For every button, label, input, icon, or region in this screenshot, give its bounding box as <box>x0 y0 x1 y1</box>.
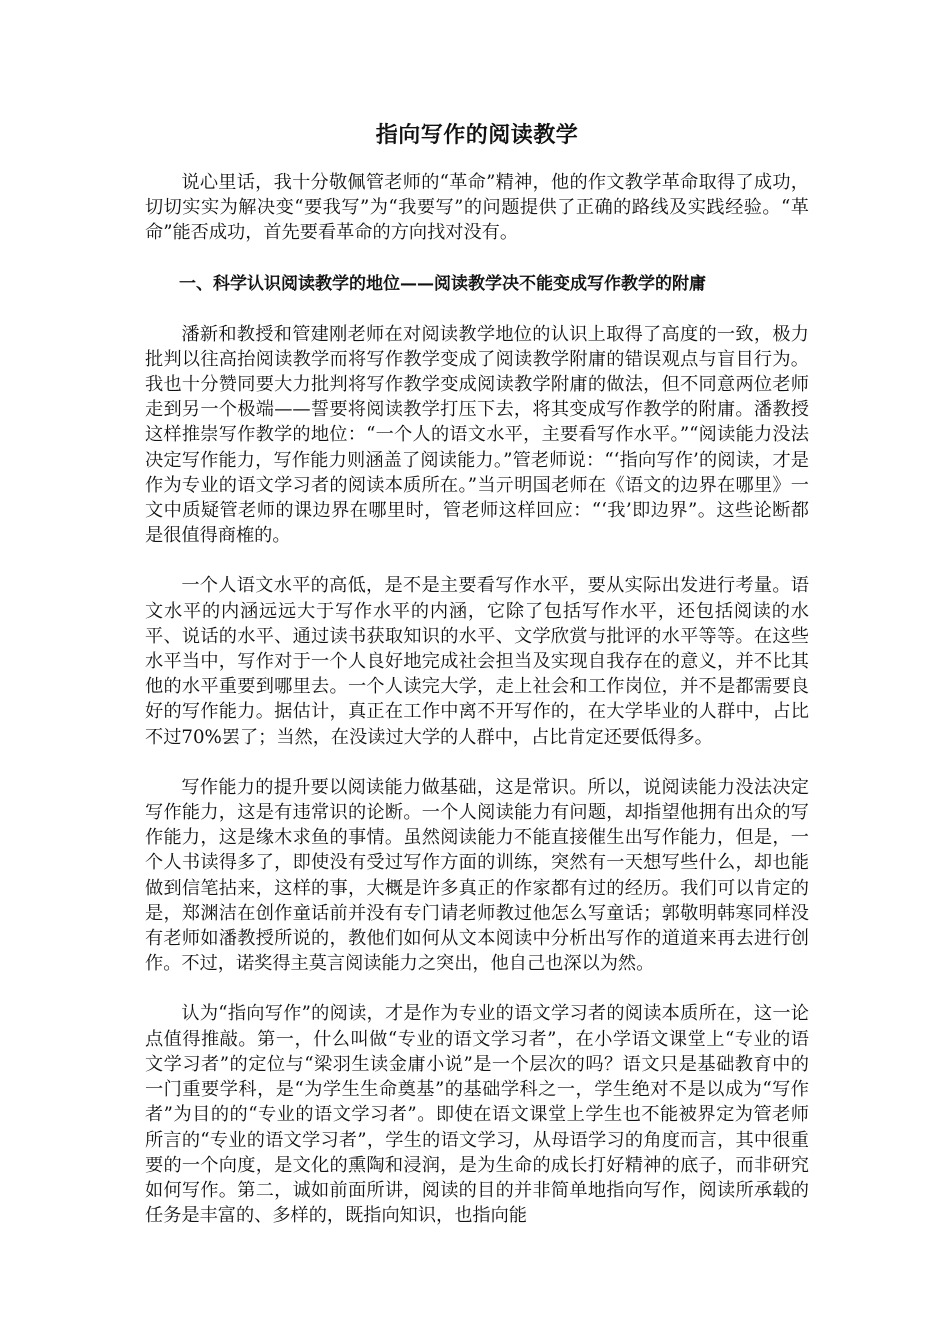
body-paragraph-3: 写作能力的提升要以阅读能力做基础，这是常识。所以，说阅读能力没法决定写作能力，这是有违常识的论断。一个人阅读能力有问题，却指望他拥有出众的写作能力，这是缘木求鱼的事情。虽然阅读能力不能直接催生出写作能力，但是，一个人书读得多了，即使没有受过写作方面的训练，突然有一天想写些什么，却也能做到信笔拈来，这样的事，大概是许多真正的作家都有过的经历。我们可以肯定的是，郑渊洁在创作童话前并没有专门请老师教过他怎么写童话；郭敬明韩寒同样没有老师如潘教授所说的，教他们如何从文本阅读中分析出写作的道道来再去进行创作。不过，诺奖得主莫言阅读能力之突出，他自己也深以为然。 <box>145 776 809 975</box>
intro-paragraph: 说心里话，我十分敬佩管老师的“革命”精神，他的作文教学革命取得了成功，切切实实为解决变“要我写”为“我要写”的问题提供了正确的路线及实践经验。“革命”能否成功，首先要看革命的方向找对没有。 <box>145 172 809 244</box>
body-paragraph-1: 潘新和教授和管建刚老师在对阅读教学地位的认识上取得了高度的一致，极力批判以往高抬阅读教学而将写作教学变成了阅读教学附庸的错误观点与盲目行为。我也十分赞同要大力批判将写作教学变成阅读教学附庸的做法，但不同意两位老师走到另一个极端——誓要将阅读教学打压下去，将其变成写作教学的附庸。潘教授这样推崇写作教学的地位：“一个人的语文水平，主要看写作水平。”“阅读能力没法决定写作能力，写作能力则涵盖了阅读能力。”管老师说：“‘指向写作’的阅读，才是作为专业的语文学习者的阅读本质所在。”当亓明国老师在《语文的边界在哪里》一文中质疑管老师的课边界在哪里时，管老师这样回应：“‘我’即边界”。这些论断都是很值得商榷的。 <box>145 323 809 547</box>
document-page <box>145 120 809 1253</box>
section-heading: 一、科学认识阅读教学的地位——阅读教学决不能变成写作教学的附庸 <box>179 273 706 294</box>
document-title: 指向写作的阅读教学 <box>375 123 579 148</box>
body-paragraph-2: 一个人语文水平的高低，是不是主要看写作水平，要从实际出发进行考量。语文水平的内涵远远大于写作水平的内涵，它除了包括写作水平，还包括阅读的水平、说话的水平、通过读书获取知识的水平、文学欣赏与批评的水平等等。在这些水平当中，写作对于一个人良好地完成社会担当及实现自我存在的意义，并不比其他的水平重要到哪里去。一个人读完大学，走上社会和工作岗位，并不是都需要良好的写作能力。据估计，真正在工作中离不开写作的，在大学毕业的人群中，占比不过70%罢了；当然，在没读过大学的人群中，占比肯定还要低得多。 <box>145 575 809 748</box>
body-paragraph-4: 认为“指向写作”的阅读，才是作为专业的语文学习者的阅读本质所在，这一论点值得推敲。第一，什么叫做“专业的语文学习者”，在小学语文课堂上“专业的语文学习者”的定位与“梁羽生读金庸小说”是一个层次的吗？语文只是基础教育中的一门重要学科，是“为学生生命奠基”的基础学科之一，学生绝对不是以成为“写作者”为目的的“专业的语文学习者”。即使在语文课堂上学生也不能被界定为管老师所言的“专业的语文学习者”，学生的语文学习，从母语学习的角度而言，其中很重要的一个向度，是文化的熏陶和浸润，是为生命的成长打好精神的底子，而非研究如何写作。第二，诚如前面所讲，阅读的目的并非简单地指向写作，阅读所承载的任务是丰富的、多样的，既指向知识，也指向能 <box>145 1003 809 1227</box>
